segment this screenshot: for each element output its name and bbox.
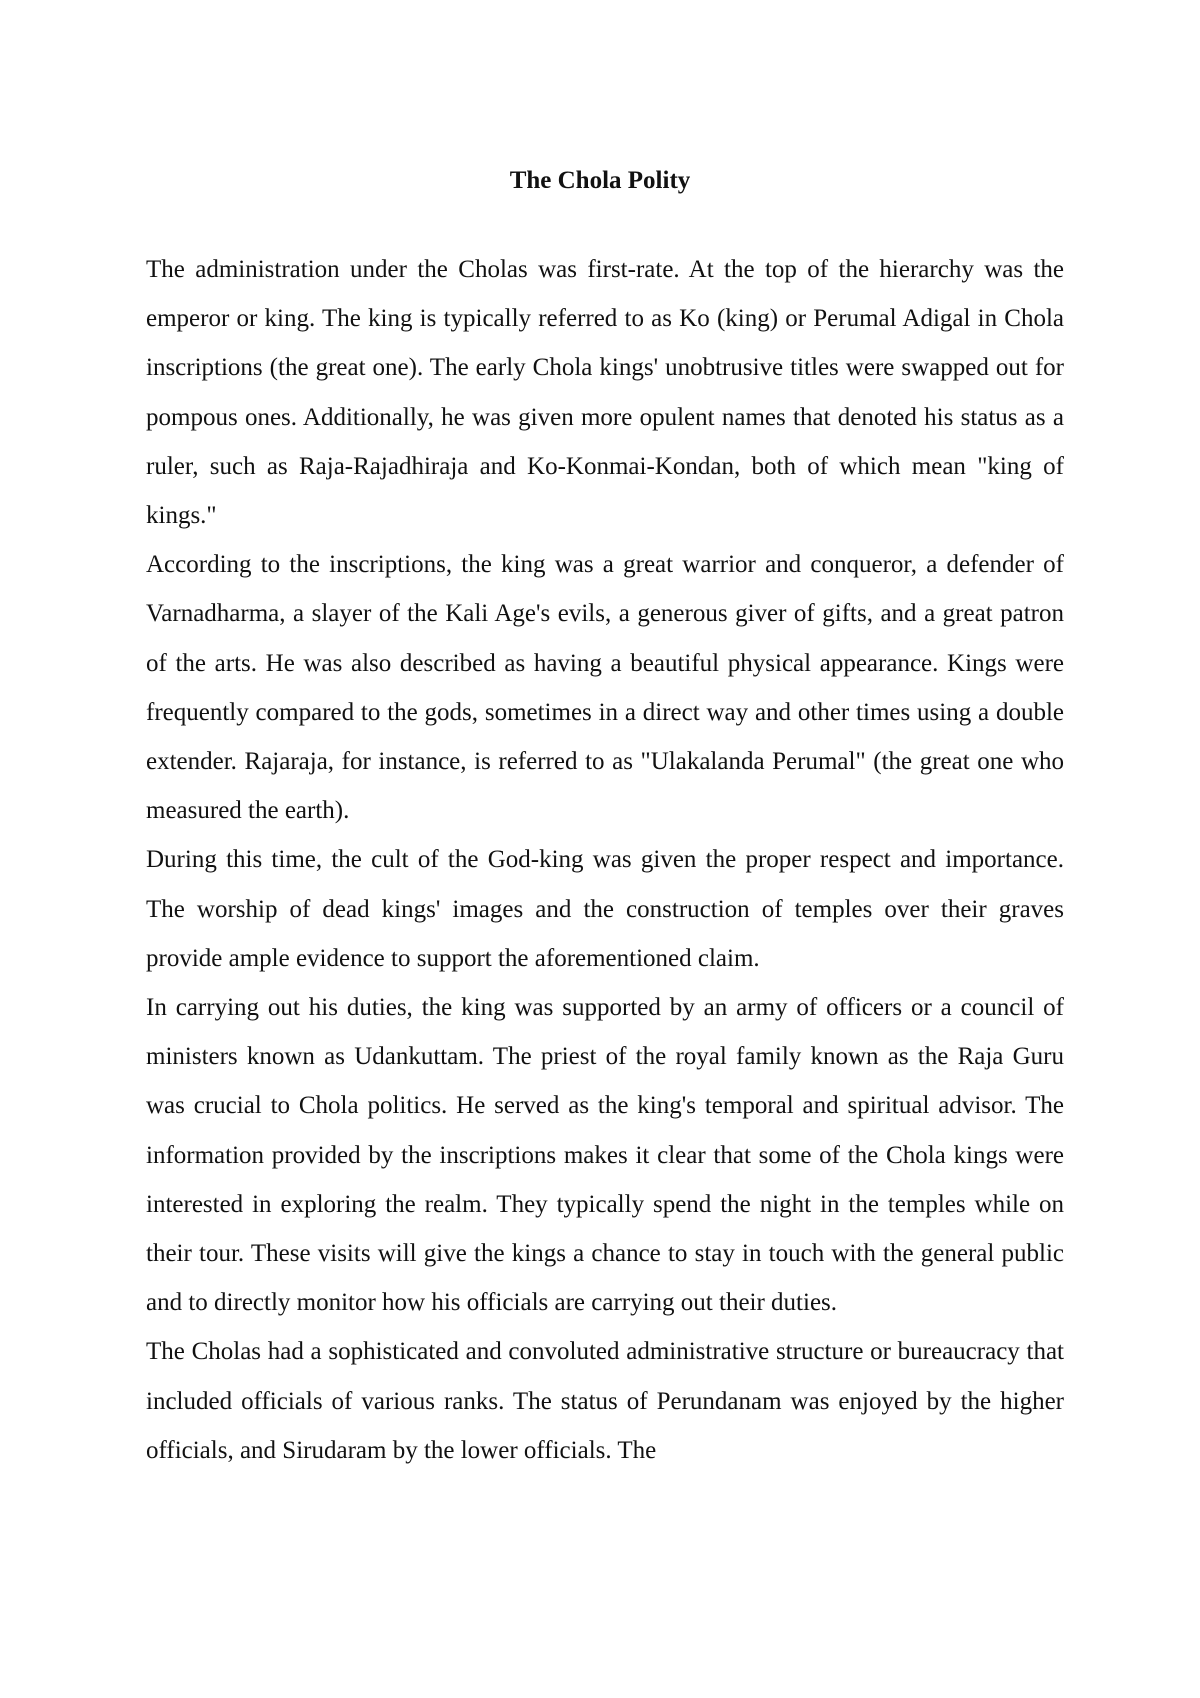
paragraph-1: The administration under the Cholas was first-rate. At the top of the hierarchy was the emperor or king. The king is typically referred to as Ko (king) or Perumal Adigal in Chola inscriptions (the great one). The early Chola kings' unobtrusive titles were swapped out for pompous ones. Additionally, he was given more opulent names that denoted his status as a ruler, such as Raja-Rajadhiraja and Ko-Konmai-Kondan, both of which mean "king of kings."	[146, 256, 1064, 530]
paragraph-5: The Cholas had a sophisticated and convoluted administrative structure or bureaucracy that included officials of various ranks. The status of Perundanam was enjoyed by the higher officials, and Sirudaram by the lower officials. The	[146, 1338, 1064, 1464]
page-title: The Chola Polity	[509, 167, 691, 194]
paragraph-2: According to the inscriptions, the king was a great warrior and conqueror, a defender of Varnadharma, a slayer of the Kali Age's evils, a generous giver of gifts, and a great patron of the arts. He was also described as having a beautiful physical appearance. Kings were frequently compared to the gods, sometimes in a direct way and other times using a double extender. Rajaraja, for instance, is referred to as "Ulakalanda Perumal" (the great one who measured the earth).	[146, 551, 1064, 825]
paragraph-3: During this time, the cult of the God-king was given the proper respect and importance. The worship of dead kings' images and the construction of temples over their graves provide ample evidence to support the aforementioned claim.	[146, 846, 1064, 972]
document-body	[146, 245, 1064, 1475]
paragraph-4: In carrying out his duties, the king was supported by an army of officers or a council of ministers known as Udankuttam. The priest of the royal family known as the Raja Guru was crucial to Chola politics. He served as the king's temporal and spiritual advisor. The information provided by the inscriptions makes it clear that some of the Chola kings were interested in exploring the realm. They typically spend the night in the temples while on their tour. These visits will give the kings a chance to stay in touch with the general public and to directly monitor how his officials are carrying out their duties.	[146, 994, 1064, 1317]
